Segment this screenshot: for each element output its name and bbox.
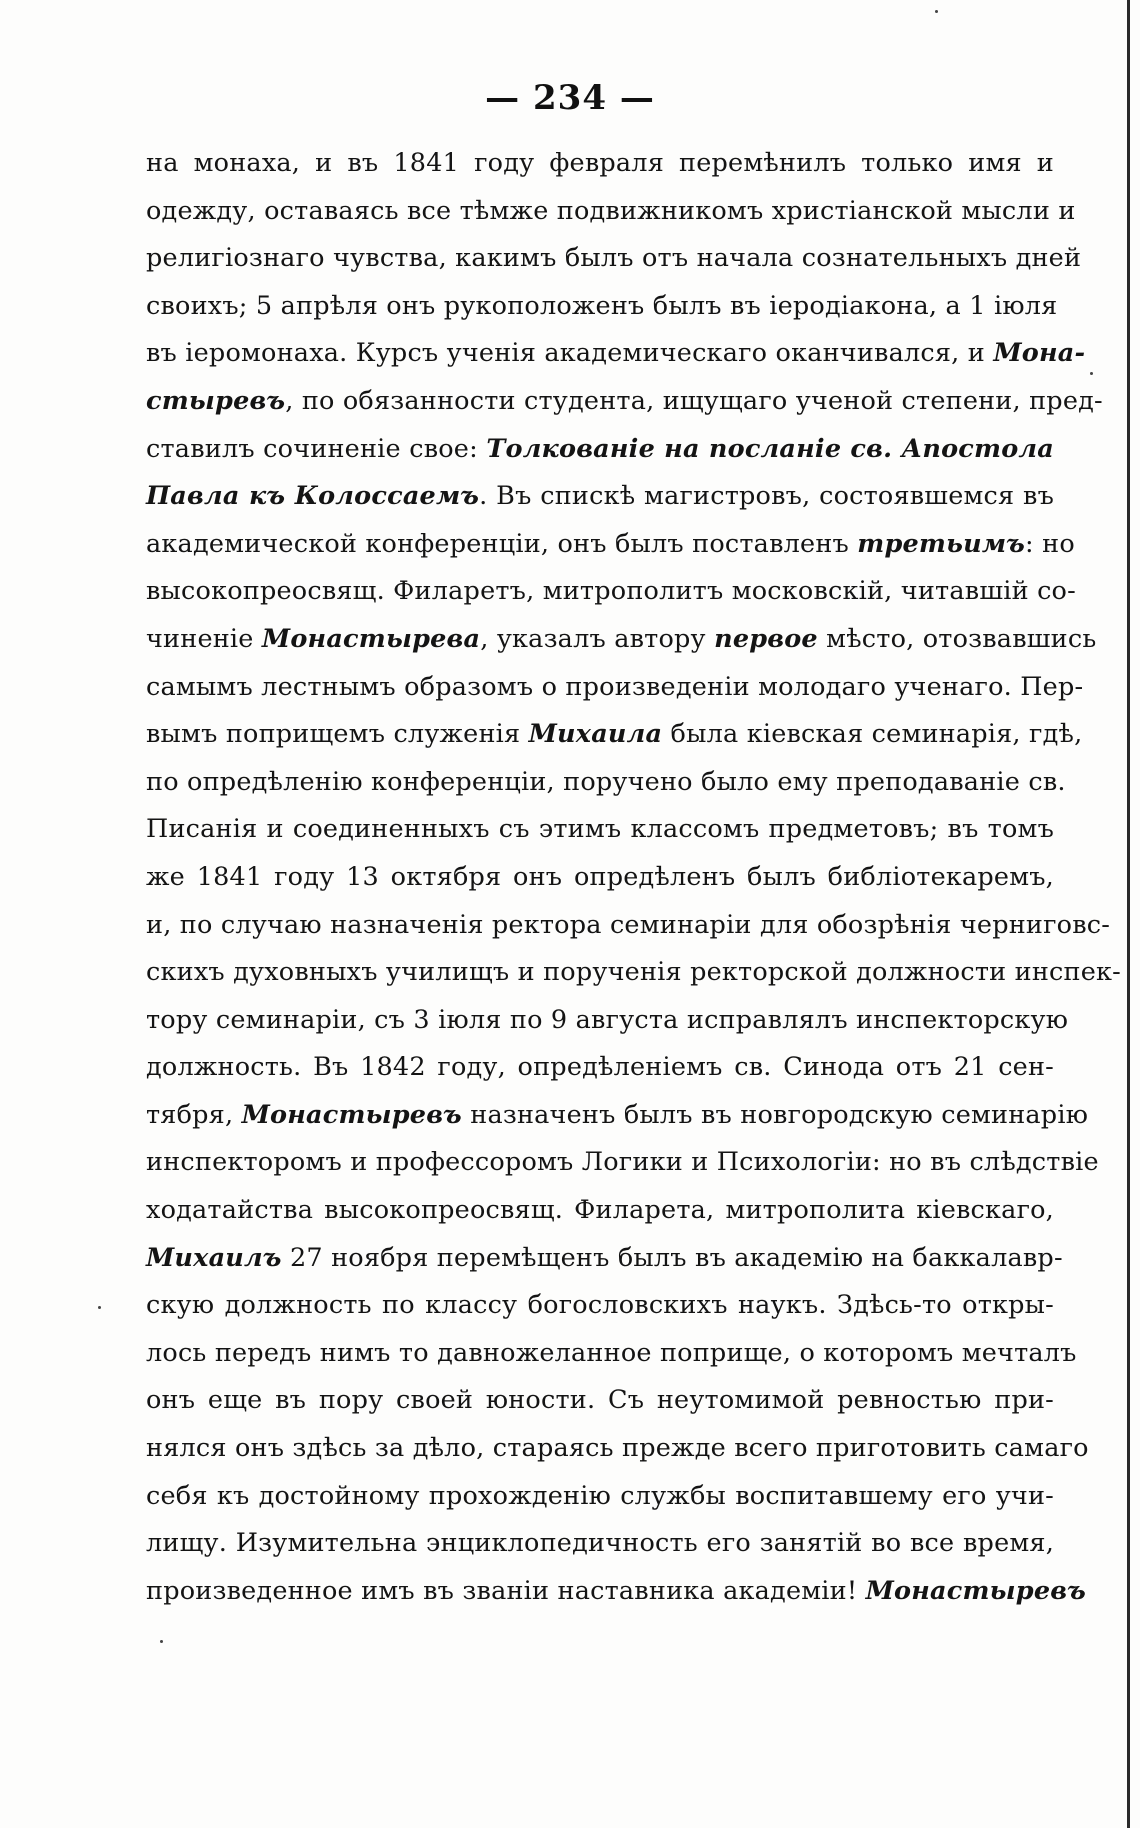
text-run: академической конференціи, онъ былъ поставленъ bbox=[146, 528, 858, 559]
text-run: : но bbox=[1025, 528, 1075, 559]
text-line bbox=[146, 759, 1066, 807]
text-run: скихъ духовныхъ училищъ и порученія ректорской должности инспек- bbox=[146, 957, 1121, 988]
text-line bbox=[146, 378, 1103, 426]
italic-phrase: стыревъ bbox=[146, 385, 286, 416]
text-line bbox=[146, 283, 1058, 331]
text-run: инспекторомъ и профессоромъ Логики и Психологіи: но въ слѣдствіе bbox=[146, 1147, 1099, 1178]
text-line bbox=[146, 1282, 1054, 1330]
text-line bbox=[146, 997, 1069, 1045]
text-run: высокопреосвящ. Филаретъ, митрополитъ московскій, читавшій со- bbox=[146, 576, 1076, 607]
italic-phrase: Толкованіе на посланіе св. Апостола bbox=[486, 433, 1054, 464]
text-line bbox=[146, 473, 1054, 521]
text-run: религіознаго чувства, какимъ былъ отъ начала сознательныхъ дней bbox=[146, 243, 1082, 274]
text-run: въ іеромонаха. Курсъ ученія академическаго оканчивался, и bbox=[146, 338, 994, 369]
italic-phrase: Монастырева bbox=[261, 623, 481, 654]
text-run: скую должность по классу богословскихъ наукъ. Здѣсь-то откры- bbox=[146, 1290, 1054, 1321]
text-run: мѣсто, отозвавшись bbox=[817, 623, 1097, 654]
italic-phrase: Монастыревъ bbox=[241, 1099, 462, 1130]
text-line bbox=[146, 426, 1054, 474]
text-line bbox=[146, 1473, 1054, 1521]
text-run: тября, bbox=[146, 1099, 242, 1130]
italic-phrase: Михаилъ bbox=[146, 1242, 282, 1273]
text-run: ходатайства высокопреосвящ. Филарета, митрополита кіевскаго, bbox=[146, 1195, 1054, 1226]
text-line bbox=[146, 1377, 1054, 1425]
text-run: одежду, оставаясь все тѣмже подвижникомъ христіанской мысли и bbox=[146, 195, 1076, 226]
text-line bbox=[146, 711, 1083, 759]
text-line bbox=[146, 235, 1082, 283]
text-run: произведенное имъ въ званіи наставника академіи! bbox=[146, 1575, 866, 1606]
text-run: и, по случаю назначенія ректора семинаріи для обозрѣнія черниговс- bbox=[146, 909, 1111, 940]
text-line bbox=[146, 1187, 1054, 1235]
text-line bbox=[146, 854, 1054, 902]
text-run: онъ еще въ пору своей юности. Съ неутомимой ревностью при- bbox=[146, 1385, 1054, 1416]
italic-phrase: Монастыревъ bbox=[865, 1575, 1086, 1606]
italic-phrase: Павла къ Колоссаемъ bbox=[146, 481, 480, 512]
text-run: должность. Въ 1842 году, опредѣленіемъ св. Синода отъ 21 сен- bbox=[146, 1052, 1054, 1083]
text-line bbox=[146, 1520, 1054, 1568]
text-run: ставилъ сочиненіе свое: bbox=[146, 433, 487, 464]
speck bbox=[1090, 372, 1093, 375]
text-line bbox=[146, 1139, 1099, 1187]
page-number: — 234 — bbox=[485, 78, 655, 118]
text-run: самымъ лестнымъ образомъ о произведеніи молодаго ученаго. Пер- bbox=[146, 671, 1084, 702]
body-text bbox=[146, 140, 1121, 1615]
text-line bbox=[146, 806, 1054, 854]
text-run: Писанія и соединенныхъ съ этимъ классомъ предметовъ; въ томъ bbox=[146, 814, 1054, 845]
text-run: лищу. Изумительна энциклопедичность его занятій во все время, bbox=[146, 1528, 1054, 1559]
text-line bbox=[146, 664, 1084, 712]
text-run: вымъ поприщемъ служенія bbox=[146, 719, 529, 750]
text-line bbox=[146, 1425, 1089, 1473]
text-run: тору семинаріи, съ 3 іюля по 9 августа исправлялъ инспекторскую bbox=[146, 1004, 1069, 1035]
text-line bbox=[146, 949, 1121, 997]
text-run: . Въ спискѣ магистровъ, состоявшемся въ bbox=[479, 481, 1054, 512]
text-line bbox=[146, 188, 1076, 236]
italic-phrase: Мона- bbox=[993, 338, 1086, 369]
italic-phrase: первое bbox=[714, 623, 818, 654]
text-run: назначенъ былъ въ новгородскую семинарію bbox=[461, 1099, 1089, 1130]
text-line bbox=[146, 330, 1086, 378]
text-line bbox=[146, 1568, 1086, 1616]
text-line bbox=[146, 616, 1097, 664]
text-line bbox=[146, 521, 1075, 569]
text-run: , по обязанности студента, ищущаго ученой степени, пред- bbox=[285, 385, 1103, 416]
text-line bbox=[146, 1092, 1089, 1140]
text-run: была кіевская семинарія, гдѣ, bbox=[662, 719, 1083, 750]
speck bbox=[935, 10, 938, 13]
text-line bbox=[146, 1330, 1077, 1378]
text-line bbox=[146, 140, 1054, 188]
text-run: 27 ноября перемѣщенъ былъ въ академію на баккалавр- bbox=[281, 1242, 1063, 1273]
text-run: же 1841 году 13 октября онъ опредѣленъ былъ библіотекаремъ, bbox=[146, 861, 1054, 892]
text-run: , указалъ автору bbox=[480, 623, 715, 654]
text-run: лось передъ нимъ то давножеланное поприще, о которомъ мечталъ bbox=[146, 1337, 1077, 1368]
text-line bbox=[146, 1235, 1063, 1283]
text-run: своихъ; 5 апрѣля онъ рукоположенъ былъ въ іеродіакона, а 1 іюля bbox=[146, 290, 1058, 321]
text-run: по опредѣленію конференціи, поручено было ему преподаваніе св. bbox=[146, 766, 1066, 797]
text-run: нялся онъ здѣсь за дѣло, стараясь прежде всего приготовить самаго bbox=[146, 1433, 1089, 1464]
text-line bbox=[146, 568, 1076, 616]
text-run: себя къ достойному прохожденію службы воспитавшему его учи- bbox=[146, 1480, 1054, 1511]
speck bbox=[160, 1640, 163, 1643]
italic-phrase: третьимъ bbox=[857, 528, 1026, 559]
page-edge-line bbox=[1127, 0, 1130, 1828]
text-line bbox=[146, 902, 1111, 950]
text-run: на монаха, и въ 1841 году февраля перемѣнилъ только имя и bbox=[146, 148, 1054, 178]
text-line bbox=[146, 1044, 1054, 1092]
text-run: чиненіе bbox=[146, 623, 262, 654]
speck bbox=[98, 1306, 101, 1309]
italic-phrase: Михаила bbox=[528, 719, 663, 750]
